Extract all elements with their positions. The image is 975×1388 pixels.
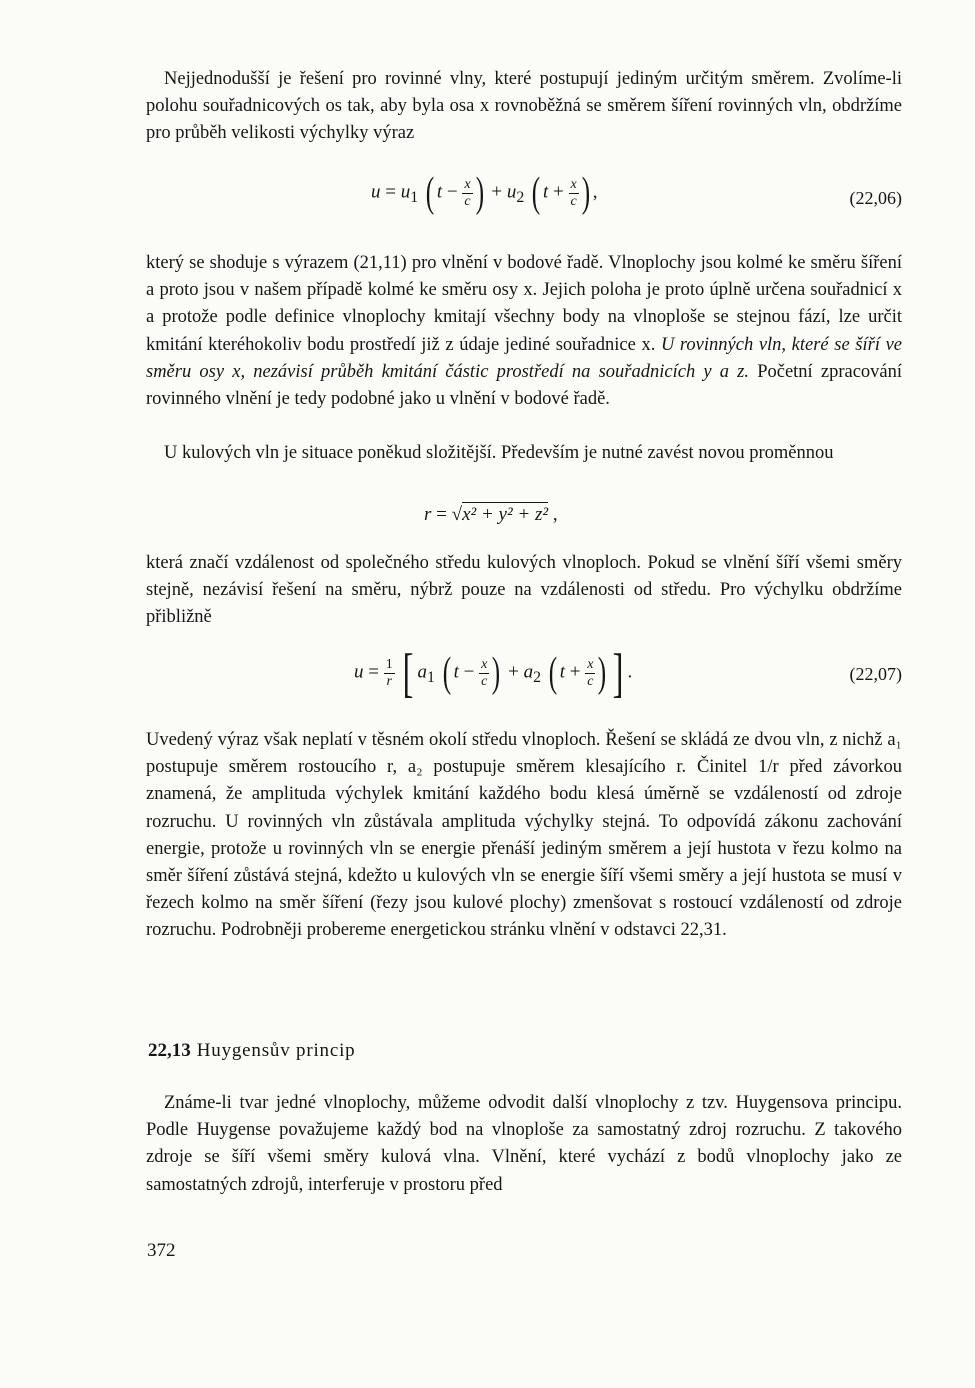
equation-22-06	[146, 172, 902, 236]
equation-number: (22,06)	[849, 188, 902, 208]
equation-22-07-body: u = $\frac{1}{r}$ [ $a_1$ ( t − $\frac{x}{c}$ ) + $a_2$ ( t + $\frac{x}{c}$ ) ] .	[354, 643, 633, 703]
paragraph-wavefronts	[146, 250, 902, 413]
section-title: Huygensův princip	[196, 1040, 356, 1061]
page-number: 372	[147, 1240, 176, 1261]
paragraph-energy: Uvedený výraz však neplatí v těsném okolí středu vlnoploch. Řešení se skládá ze dvou vln, z nichž a₁ postupuje směrem rostoucího r, a₂ postupuje směrem klesajícího r. Činitel 1/r před závorkou znamená, že amplituda výchylek kmitání každého bodu klesá úměrně se vzdáleností od zdroje rozruchu. U rovinných vln zůstávala amplituda výchylky stejná. To odpovídá zákonu zachování energie, protože u rovinných vln se energie přenáší jediným směrem a její hustota v řezu kolmo na směr šíření zůstává stejná, kdežto u kulových vln se energie šíří všemi směry a její hustota se musí v řezech kolmo na směr šíření (řezy jsou kulové plochy) zmenšovat s rostoucí vzdáleností od zdroje rozruchu. Podrobněji probereme energetickou stránku vlnění v odstavci 22,31.	[146, 730, 902, 941]
equation-22-06-body: $u = u_1$ ( t − $\frac{x}{c}$ ) + $u_2$ ( t + $\frac{x}{c}$ ) ,	[371, 170, 598, 216]
equation-22-07	[146, 643, 902, 718]
paragraph-text: který se shoduje s výrazem (21,11) pro vlnění v bodové řadě. Vlnoplochy jsou kolmé ke směru šíření a proto jsou v našem případě kolmé ke směru osy x. Jejich poloha je proto úplně určena souřadnicí x a protože podle definice vlnoplochy kmitají všechny body na vlnoploše se stejnou fází, lze určit kmitání kteréhokoliv bodu prostředí již z údaje jediné souřadnice x.	[146, 253, 902, 355]
section-heading	[148, 1040, 355, 1062]
paragraph-text: Početní zpracování rovinného vlnění je tedy podobné jako u vlnění v bodové řadě.	[146, 361, 903, 410]
paragraph-plane-waves: Nejjednodušší je řešení pro rovinné vlny, které postupují jediným určitým směrem. Zvolíme-li polohu souřadnicových os tak, aby byla osa x rovnoběžná se směrem šíření rovinných vln, obdržíme pro průběh velikosti výchylky výraz	[146, 69, 902, 144]
paragraph-distance: která značí vzdálenost od společného středu kulových vlnoploch. Pokud se vlnění šíří všemi směry stejně, nezávisí řešení na směru, nýbrž pouze na vzdálenosti od středu. Pro výchylku obdržíme přibližně	[146, 553, 902, 628]
paragraph-spherical-waves: U kulových vln je situace poněkud složitější. Především je nutné zavést novou proměnnou	[164, 443, 834, 463]
section-number: 22,13	[148, 1040, 191, 1061]
equation-r-body: r = √x² + y² + z² ,	[424, 504, 558, 525]
equation-r	[146, 500, 902, 540]
italic-statement: U rovinných vln, které se šíří ve směru osy x, nezávisí průběh kmitání částic prostředí na souřadnicích y a z.	[146, 334, 902, 382]
paragraph-huygens: Známe-li tvar jedné vlnoplochy, můžeme odvodit další vlnoplochy z tzv. Huygensova principu. Podle Huygense považujeme každý bod na vlnoploše za samostatný zdroj rozruchu. Z takového zdroje se šíří všemi směry kulová vlna. Vlnění, které vychází z bodů vlnoplochy jako ze samostatných zdrojů, interferuje v prostoru před	[146, 1093, 902, 1195]
equation-number: (22,07)	[849, 664, 902, 684]
